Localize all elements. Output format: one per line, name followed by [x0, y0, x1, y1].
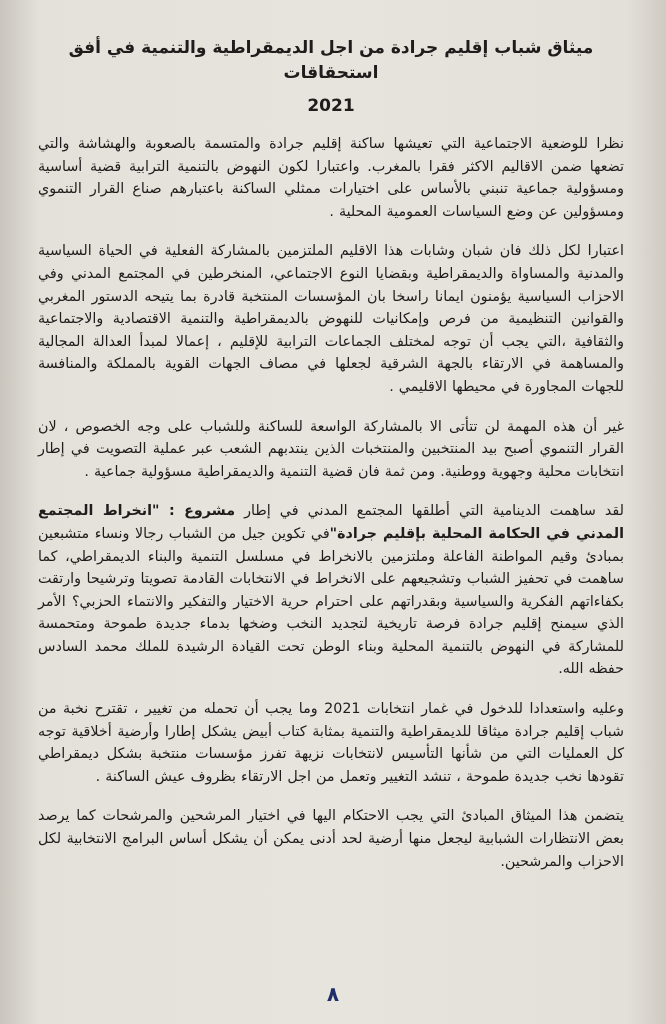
page-number: ٨ [326, 982, 340, 1006]
paragraph-1: نظرا للوضعية الاجتماعية التي تعيشها ساكنة إقليم جرادة والمتسمة بالصعوبة والهشاشة والتي تضعها ضمن الاقاليم الاكثر فقرا بالمغرب. واعتبارا لكون النهوض بالتنمية الترابية قضية أساسية ومسؤولية جماعية تنبني بالأساس على اختيارات ممثلي الساكنة باعتبارهم صناع القرار التنموي ومسؤولين عن وضع السياسات العمومية المحلية . [38, 136, 624, 220]
document-title [38, 36, 624, 119]
document-body [38, 133, 624, 873]
paragraph-4 [38, 500, 624, 681]
paragraph-4-rest: في تكوين جيل من الشباب رجالا ونساء متشبعين بمبادئ وقيم المواطنة الفاعلة وملتزمين بالانخراط في مسلسل التنمية والبناء الديمقراطي، كما ساهمت في تحفيز الشباب وتشجيعهم على الانخراط في الانتخابات القادمة تصويتا وترشيحا وارتقت بكفاءاتهم الفكرية والسياسية وبقدراتهم على احترام حرية الاختيار والتفكير والانتماء الحزبي؟ الأمر الذي سيمنح إقليم جرادة فرصة تاريخية لتجديد النخب وضخها بدماء جديدة طموحة ومتحمسة للمشاركة في النهوض بالتنمية المحلية وبناء الوطن تحت القيادة الرشيدة للملك محمد السادس حفظه الله. [38, 525, 624, 678]
paragraph-6: يتضمن هذا الميثاق المبادئ التي يجب الاحتكام اليها في اختيار المرشحين والمرشحات كما يرصد بعض الانتظارات الشبابية ليجعل منها أرضية لحد أدنى يمكن أن يشكل أساس البرامج الانتخابية لكل الاحزاب والمرشحين. [38, 808, 624, 870]
title-line-1: ميثاق شباب إقليم جرادة من اجل الديمقراطية والتنمية في أفق استحقاقات [68, 38, 594, 83]
project-name: مشروع : "انخراط المجتمع المدني في الحكامة المحلية بإقليم جرادة" [38, 503, 624, 542]
paragraph-4-intro: لقد ساهمت الدينامية التي أطلقها المجتمع المدني في إطار [235, 503, 625, 520]
paragraph-5: وعليه واستعدادا للدخول في غمار انتخابات 2021 وما يجب أن تحمله من تغيير ، تقترح نخبة من شباب إقليم جرادة ميثاقا للديمقراطية والتنمية بمثابة كتاب أبيض يشكل إطارا وأرضية أخلاقية توجه كل العمليات التي من شأنها التأسيس لانتخابات نزيهة تفرز مؤسسات منتخبة بشكل ديمقراطي تقودها نخب جديدة طموحة ، تنشد التغيير وتعمل من اجل الارتقاء بظروف عيش الساكنة . [38, 701, 624, 785]
title-line-2: 2021 [307, 96, 355, 116]
paragraph-2: اعتبارا لكل ذلك فان شبان وشابات هذا الاقليم الملتزمين بالمشاركة الفعلية في الحياة السياسية والمدنية والمساواة والديمقراطية وبقضايا النوع الاجتماعي، المنخرطين في المجتمع المدني وفي الاحزاب السياسية يؤمنون ايمانا راسخا بان المؤسسات المنتخبة قادرة بما يتيحه الدستور المغربي والقوانين التنظيمية من فرص وإمكانيات للنهوض بالديمقراطية والتنمية الاقتصادية والاجتماعية والثقافية ،التي يجب أن توجه لمختلف الجماعات الترابية للإقليم ، إعمالا لمبدأ العدالة المجالية والمساهمة في الارتقاء بالجهة الشرقية لجعلها في مصاف الجهات القوية بالمملكة والمنافسة للجهات المجاورة في محيطها الاقليمي . [38, 243, 624, 395]
paragraph-3: غير أن هذه المهمة لن تتأتى الا بالمشاركة الواسعة للساكنة وللشباب على وجه الخصوص ، لان القرار التنموي أصبح بيد المنتخبين والمنتخبات الذين ينتدبهم الشعب عبر عملية التصويت في إطار انتخابات محلية وجهوية ووطنية. ومن ثمة فان قضية التنمية والديمقراطية مسؤولية جماعية . [38, 418, 624, 480]
